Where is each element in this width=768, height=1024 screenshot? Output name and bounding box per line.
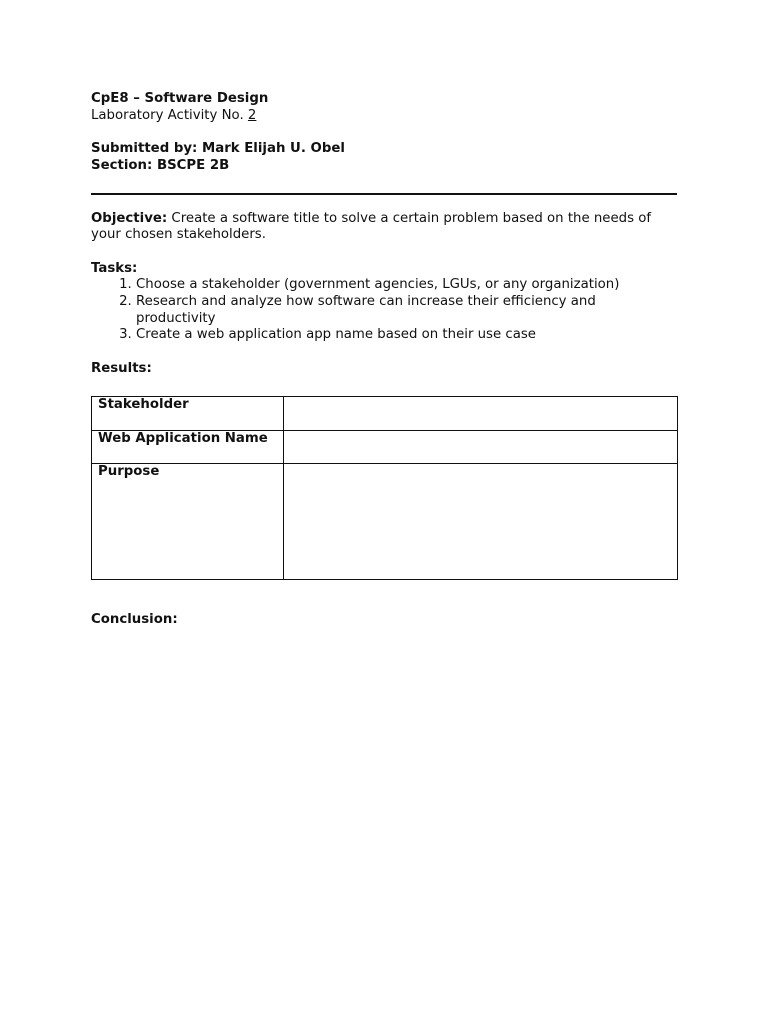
purpose-value <box>284 463 678 579</box>
task-item: 3. Create a web application app name based on their use case <box>136 327 677 344</box>
section-label: Section: BSCPE 2B <box>91 157 230 173</box>
table-row <box>92 396 678 430</box>
activity-line <box>91 108 677 125</box>
web-application-name-label: Web Application Name <box>92 430 284 463</box>
task-item: 1. Choose a stakeholder (government agencies, LGUs, or any organization) <box>136 277 677 294</box>
activity-number: 2 <box>247 107 257 123</box>
results-heading: Results: <box>91 360 152 376</box>
tasks-heading: Tasks: <box>91 260 138 276</box>
results-table <box>91 396 678 580</box>
purpose-label: Purpose <box>92 463 284 579</box>
table-row <box>92 430 678 463</box>
stakeholder-value <box>284 396 678 430</box>
table-row <box>92 463 678 579</box>
horizontal-divider <box>91 193 677 195</box>
activity-label: Laboratory Activity No. <box>91 107 244 123</box>
stakeholder-label: Stakeholder <box>92 396 284 430</box>
tasks-list <box>91 277 677 344</box>
task-item: 2. Research and analyze how software can increase their efficiency and productivity <box>136 294 677 327</box>
web-application-name-value <box>284 430 678 463</box>
objective-text: Create a software title to solve a certain problem based on the needs of your chosen stakeholders. <box>91 210 652 243</box>
document-page <box>91 91 677 628</box>
objective-paragraph <box>91 211 677 244</box>
submitted-by: Submitted by: Mark Elijah U. Obel <box>91 141 345 157</box>
objective-label: Objective: <box>91 210 168 226</box>
conclusion-heading: Conclusion: <box>91 611 178 627</box>
course-title: CpE8 – Software Design <box>91 91 269 106</box>
